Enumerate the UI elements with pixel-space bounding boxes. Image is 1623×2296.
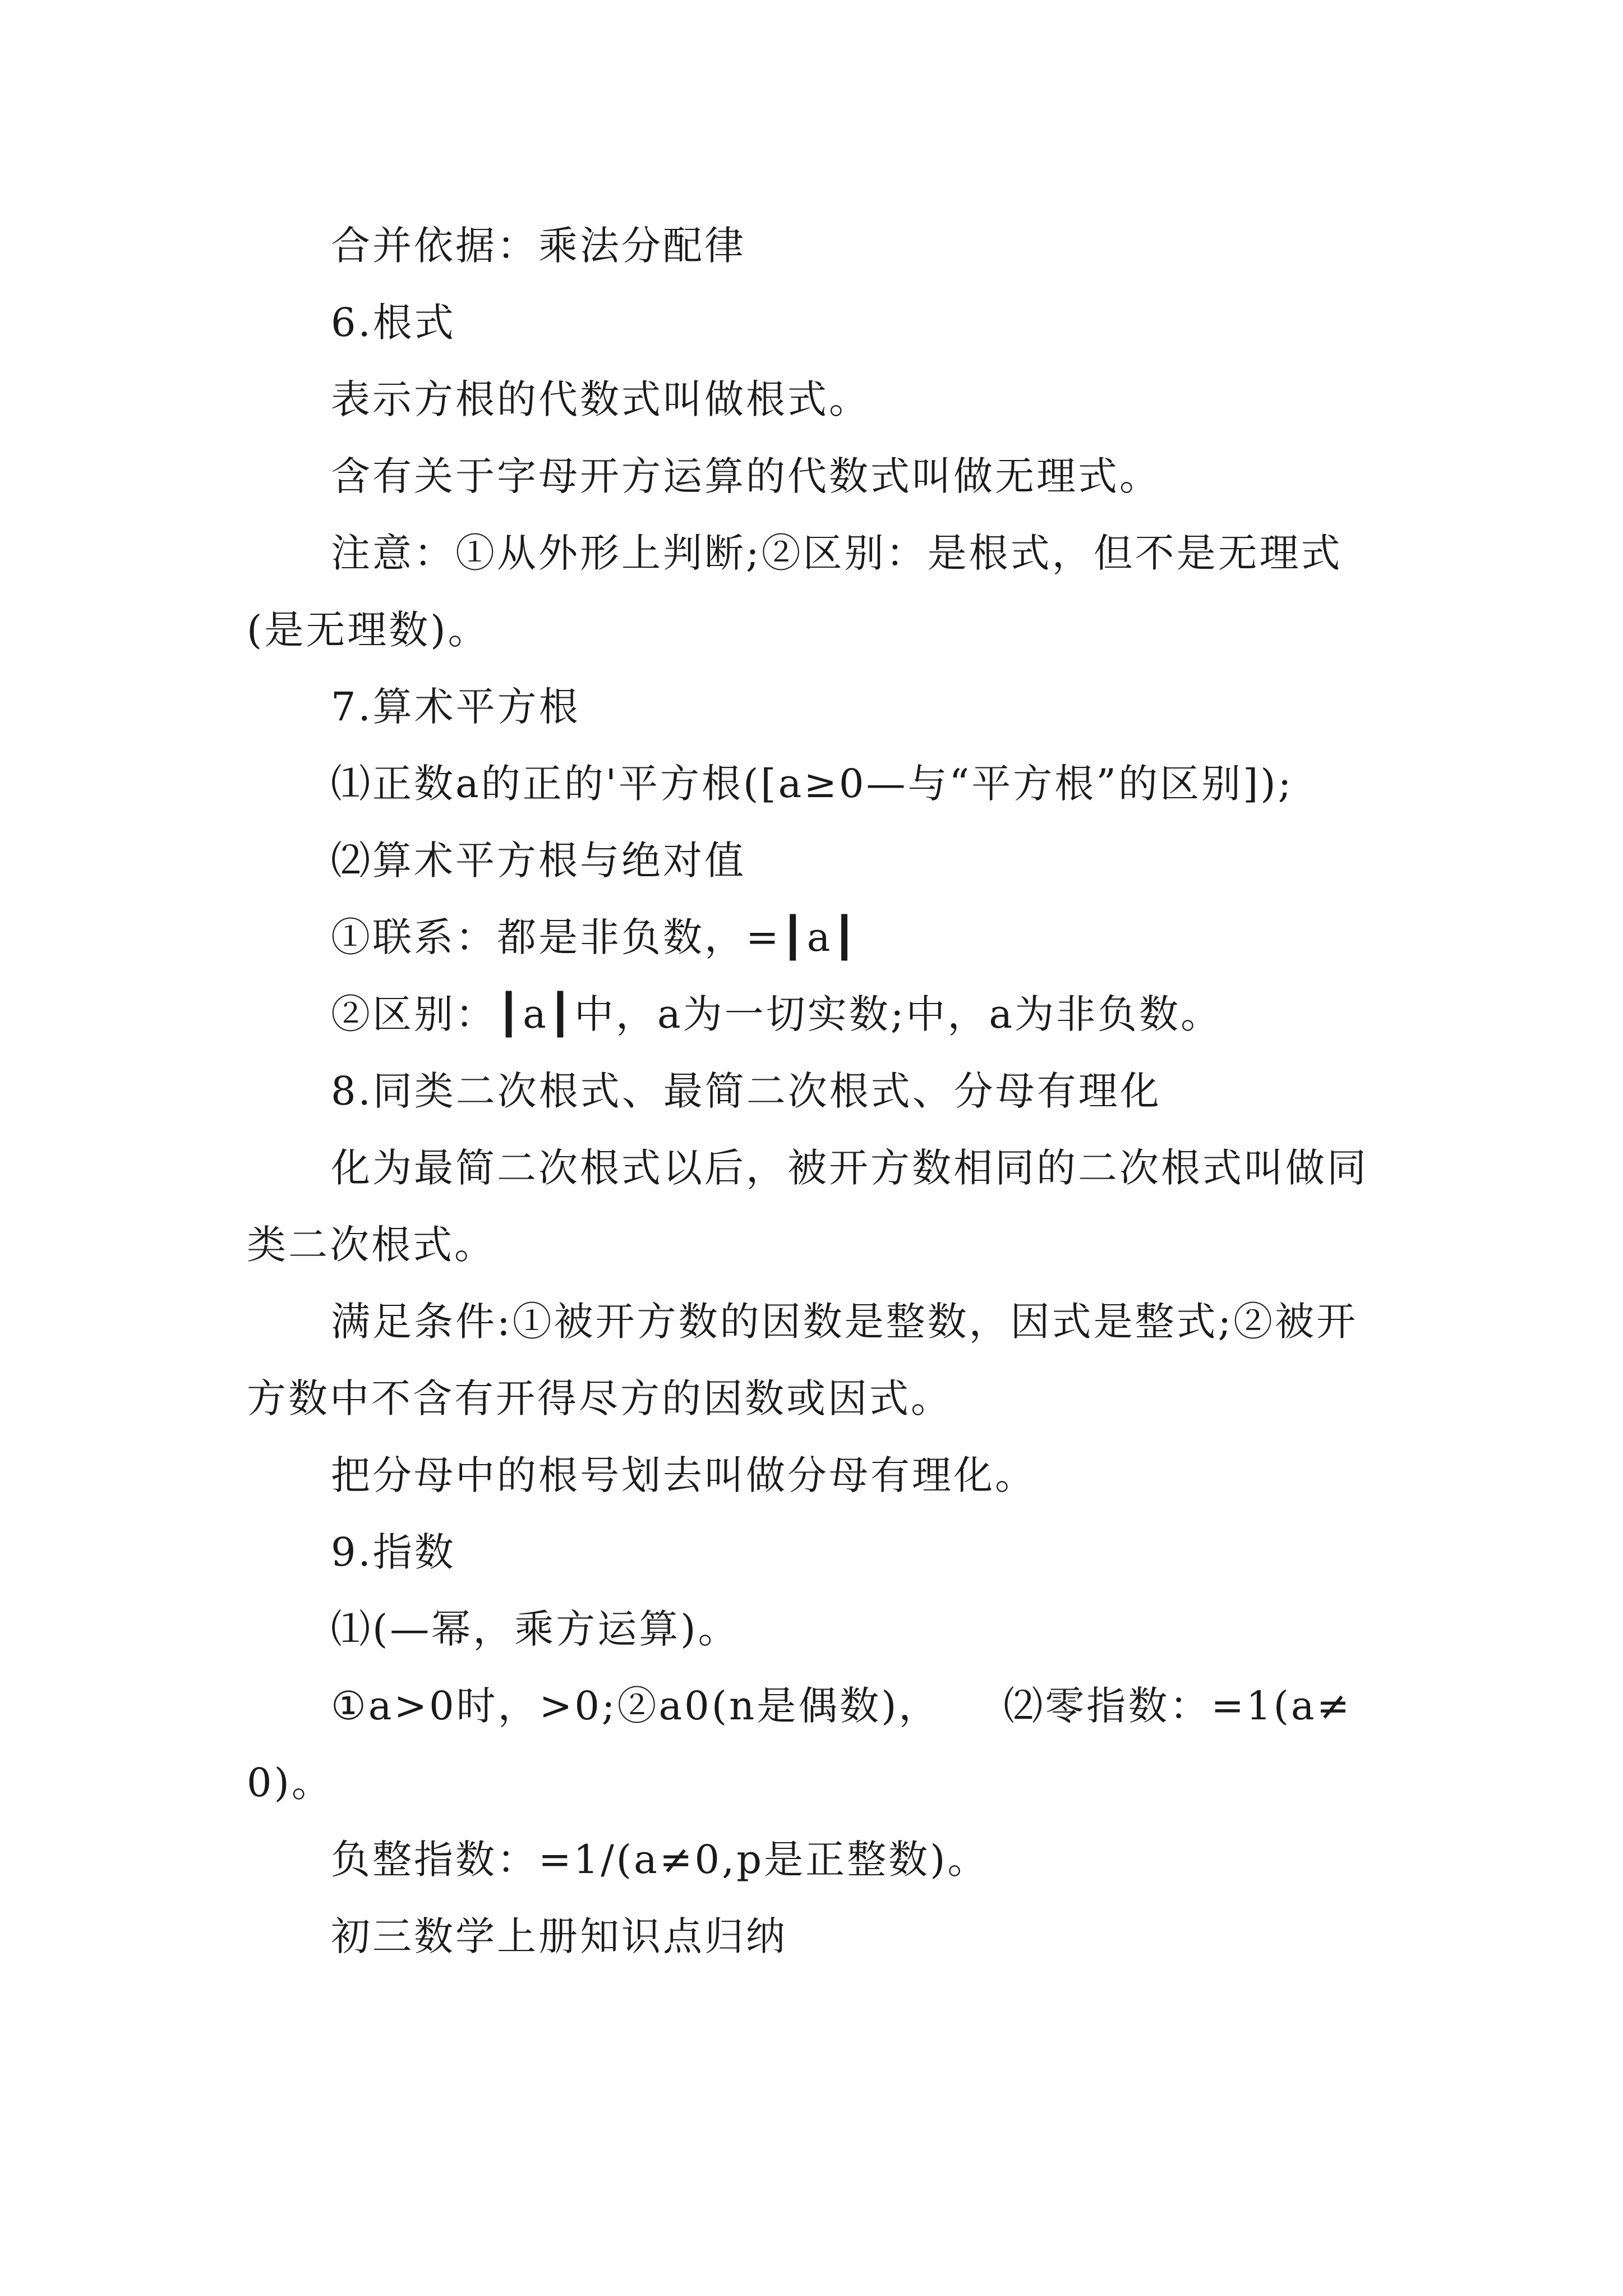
paragraph-zero-exponent: ①a>0时，>0;②a0(n是偶数)， ⑵零指数：=1(a≠0)。 [247, 1683, 1352, 1806]
paragraph-rationalize-denominator: 把分母中的根号划去叫做分母有理化。 [331, 1452, 1036, 1498]
heading-similar-radicals: 8.同类二次根式、最简二次根式、分母有理化 [331, 1068, 1161, 1114]
paragraph-similar-radicals-definition: 化为最简二次根式以后，被开方数相同的二次根式叫做同类二次根式。 [247, 1145, 1368, 1268]
paragraph-positive-square-root: ⑴正数a的正的'平方根([a≥0—与“平方根”的区别]); [331, 761, 1294, 807]
paragraph-root-and-absolute-value: ⑵算术平方根与绝对值 [331, 838, 746, 884]
heading-arithmetic-square-root: 7.算术平方根 [331, 684, 580, 730]
paragraph-difference: ②区别：┃a┃中，a为一切实数;中，a为非负数。 [331, 991, 1223, 1037]
paragraph-negative-exponent: 负整指数：=1/(a≠0,p是正整数)。 [331, 1837, 989, 1883]
document-body [247, 208, 1382, 1975]
paragraph-simplest-radical-conditions: 满足条件:①被开方数的因数是整数，因式是整式;②被开方数中不含有开得尽方的因数或因式。 [247, 1299, 1358, 1421]
paragraph-merge-basis: 合并依据：乘法分配律 [331, 223, 746, 269]
paragraph-power: ⑴(—幂，乘方运算)。 [331, 1606, 740, 1652]
paragraph-radical-definition: 表示方根的代数式叫做根式。 [331, 376, 870, 422]
paragraph-radical-note: 注意：①从外形上判断;②区别：是根式，但不是无理式(是无理数)。 [247, 530, 1343, 653]
paragraph-irrational-expression: 含有关于字母开方运算的代数式叫做无理式。 [331, 453, 1161, 499]
heading-radical: 6.根式 [331, 300, 456, 346]
paragraph-summary-title: 初三数学上册知识点归纳 [331, 1913, 787, 1959]
paragraph-relation: ①联系：都是非负数，=┃a┃ [331, 914, 859, 960]
heading-exponent: 9.指数 [331, 1529, 456, 1575]
